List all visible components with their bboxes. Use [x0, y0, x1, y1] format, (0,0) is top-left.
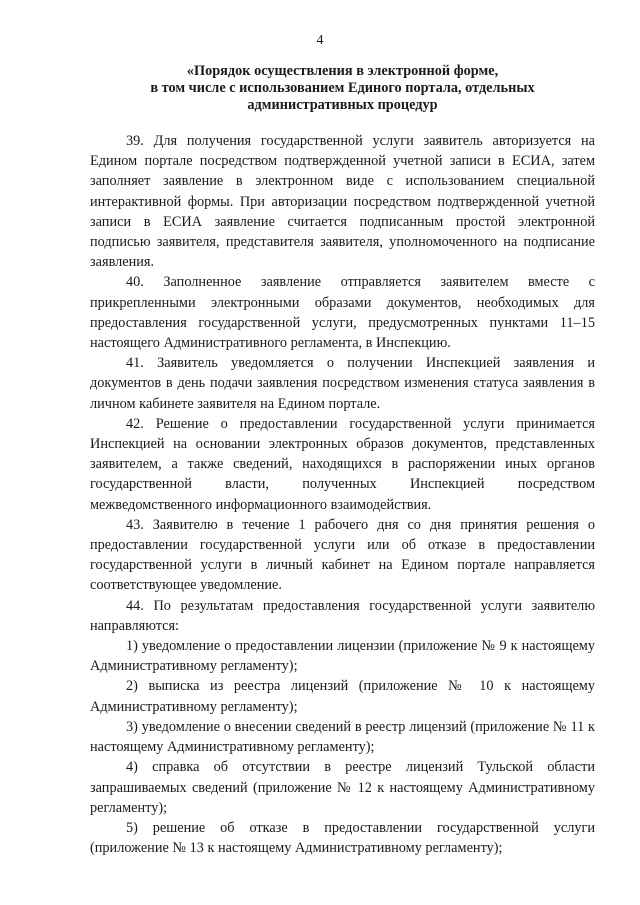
- paragraph-43: 43. Заявителю в течение 1 рабочего дня со дня принятия решения о предоставлении государственной услуги или об отказе в предоставлении государственной услуги в личный кабинет на Едином портале направляется соответствующее уведомление.: [90, 516, 595, 594]
- list-item-3: 3) уведомление о внесении сведений в реестр лицензий (приложение № 11 к настоящему Административному регламенту);: [90, 718, 595, 756]
- paragraph-42: 42. Решение о предоставлении государственной услуги принимается Инспекцией на основании электронных образов документов, представленных заявителем, а также сведений, находящихся в распоряжении иных органов государственной власти, полученных Инспекцией посредством межведомственного информационного взаимодействия.: [90, 415, 595, 513]
- paragraph-41: 41. Заявитель уведомляется о получении Инспекцией заявления и документов в день подачи заявления посредством изменения статуса заявления в личном кабинете заявителя на Едином портале.: [90, 355, 595, 412]
- list-item-4: 4) справка об отсутствии в реестре лицензий Тульской области запрашиваемых сведений (приложение № 12 к настоящему Административному регламенту);: [90, 759, 595, 816]
- list-item-5: 5) решение об отказе в предоставлении государственной услуги (приложение № 13 к настоящему Административному регламенту);: [90, 819, 595, 857]
- paragraph-44: 44. По результатам предоставления государственной услуги заявителю направляются:: [90, 597, 595, 634]
- page-number: 4: [316, 33, 324, 48]
- list-item-1: 1) уведомление о предоставлении лицензии (приложение № 9 к настоящему Административному регламенту);: [90, 638, 595, 675]
- paragraph-39: 39. Для получения государственной услуги заявитель авторизуется на Едином портале посредством подтвержденной учетной записи в ЕСИА, затем заполняет заявление в электронном виде с использованием специальной интерактивной формы. При авторизации посредством подтвержденной учетной записи в ЕСИА заявление считается подписанным простой электронной подписью заявителя, представителя заявителя, уполномоченного на подписание заявления.: [90, 133, 595, 271]
- document-body: [90, 131, 595, 858]
- heading-line-2: в том числе с использованием Единого портала, отдельных: [150, 80, 535, 96]
- heading-line-3: административных процедур: [247, 97, 438, 113]
- list-item-2: 2) выписка из реестра лицензий (приложение № 10 к настоящему Административному регламенту);: [90, 678, 595, 715]
- heading-line-1: «Порядок осуществления в электронной форме,: [186, 63, 499, 79]
- section-heading: [90, 63, 595, 114]
- paragraph-40: 40. Заполненное заявление отправляется заявителем вместе с прикрепленными электронными образами документов, необходимых для предоставления государственной услуги, предусмотренных пунктами 11–15 настоящего Административного регламента, в Инспекцию.: [90, 274, 595, 352]
